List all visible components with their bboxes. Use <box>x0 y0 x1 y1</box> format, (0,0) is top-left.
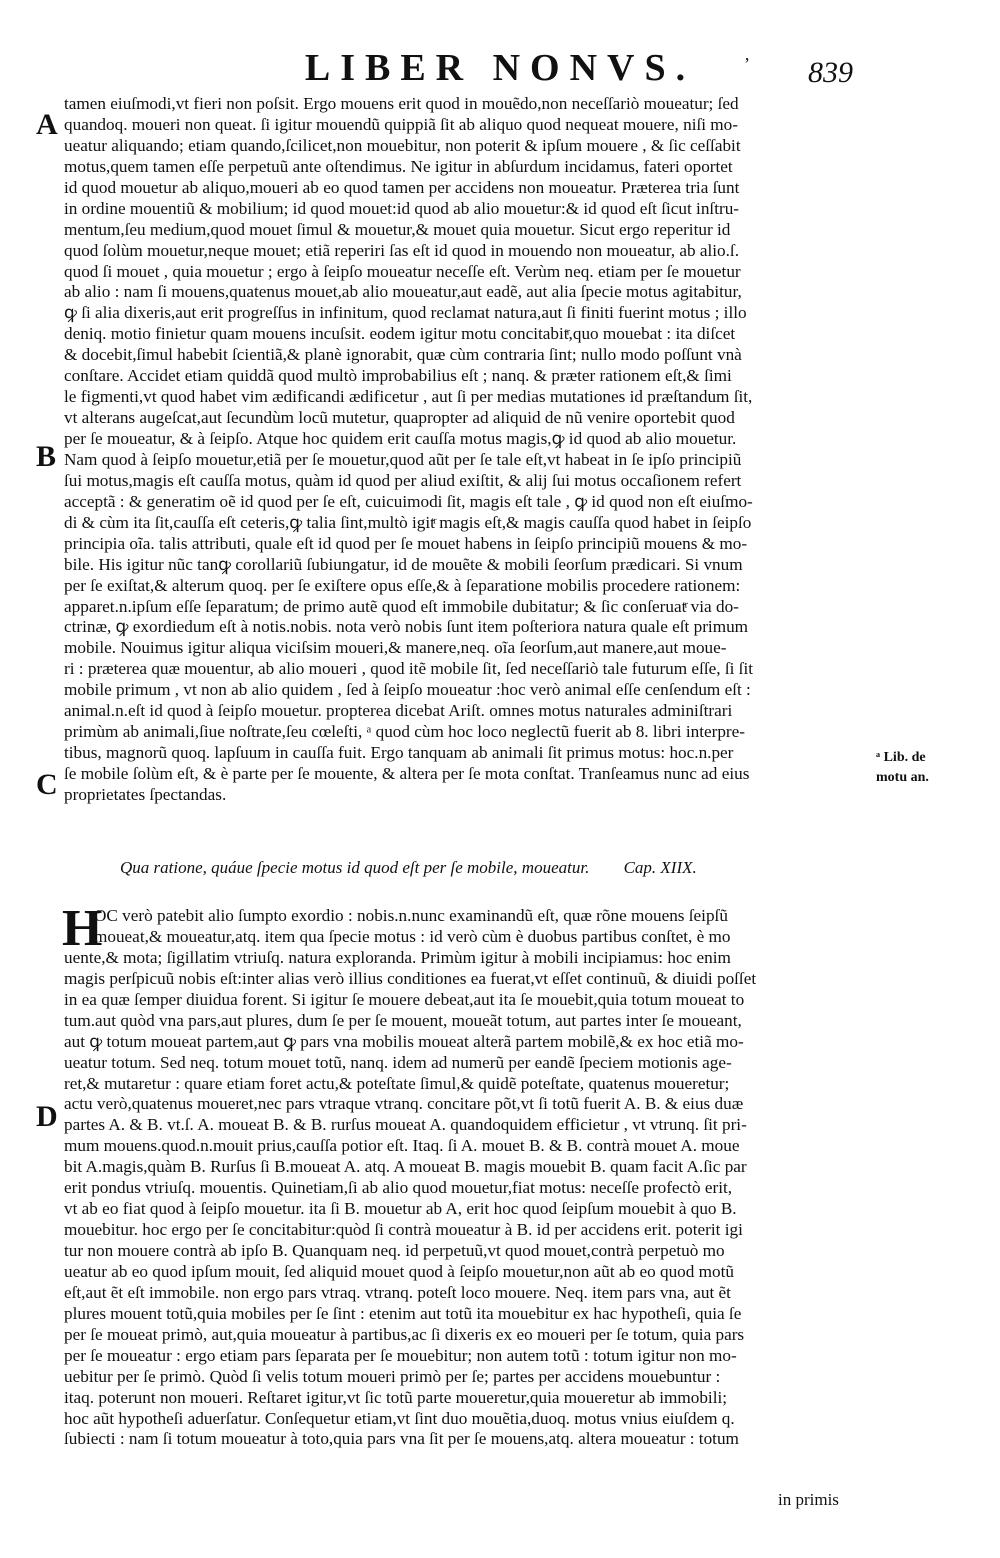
text-line: aut ꝙ totum moueat partem,aut ꝙ pars vna mobilis moueat alterã partem mobilẽ,& ex hoc etiã mo- <box>64 1031 744 1051</box>
text-line: mum mouens.quod.n.mouit prius,cauſſa potior eſt. Itaq. ſi A. mouet B. & B. contrà mouet A. moue <box>64 1136 740 1156</box>
section-one-text <box>64 94 864 806</box>
text-line: OC verò patebit alio ſumpto exordio : nobis.n.nunc examinandũ eſt, quæ rõne mouens ſeipſũ <box>94 906 728 925</box>
text-line: & docebit,ſimul habebit ſcientiã,& planè ignorabit, quæ cùm contraria ſint; nullo modo poſſunt vnà <box>64 345 742 365</box>
text-line: tamen eiuſmodi,vt fieri non poſsit. Ergo mouens erit quod in mouẽdo,non neceſſariò moueatur; ſed <box>64 94 739 113</box>
text-line: quod ſi mouet , quia mouetur ; ergo à ſeipſo moueatur neceſſe eſt. Verùm neq. etiam per ſe mouetur <box>64 261 741 281</box>
text-line: vt alterans augeſcat,aut ſecundùm locũ mutetur, quapropter ad aliquid de nũ venire oportebit quod <box>64 408 735 428</box>
text-line: quandoq. moueri non queat. ſi igitur mouendũ quippiã ſit ab aliquo quod nequeat mouere, niſi mo- <box>64 114 738 134</box>
text-line: bile. His igitur nũc tanꝙ corollariũ ſubiungatur, id de mouẽte & mobili ſeorſum prædicari. Si vnum <box>64 554 743 574</box>
text-line: mouebitur. hoc ergo per ſe concitabitur:quòd ſi contrà moueatur à B. id per accidens erit. poterit igi <box>64 1220 743 1240</box>
text-line: le figmenti,vt quod habet vim ædificandi ædificetur , aut ſi per medias mutationes id præſtandum ſit, <box>64 387 753 407</box>
running-title: LIBER NONVS. <box>304 47 696 89</box>
chapter-number: Cap. XIIX. <box>623 858 697 877</box>
catchword: in primis <box>778 1490 839 1509</box>
text-line: tur non mouere contrà ab ipſo B. Quanquam neq. id perpetuũ,vt quod mouet,contrà perpetuò mo <box>64 1241 725 1260</box>
text-line: in ordine mouentiũ & mobilium; id quod mouet:id quod ab alio mouetur:& id quod eſt ſicut inſtru- <box>64 198 740 218</box>
margin-letter-d: D <box>36 1100 58 1133</box>
text-line: ri : præterea quæ mouentur, ab alio moueri , quod itẽ mobile ſit, ſed neceſſariò tale futurum eſſe, ſi ſit <box>64 659 754 679</box>
text-line: animal.n.eſt id quod à ſeipſo mouetur. propterea dicebat Ariſt. omnes motus naturales adminiſtrari <box>64 701 733 721</box>
text-line: ctrinæ, ꝙ exordiedum eſt à notis.nobis. nota verò nobis ſunt item poſteriora natura quale eſt primum <box>64 617 749 637</box>
text-line: mobile. Nouimus igitur aliqua viciſsim moueri,& manere,neq. oĩa ſeorſum,aut manere,aut moue- <box>64 638 727 658</box>
text-line: deniq. motio finietur quam mouens incuſsit. eodem igitur motu concitabitͬ,quo mouebat : ita diſcet <box>64 324 736 344</box>
text-line: mobile primum , vt non ab alio quidem , ſed à ſeipſo moueatur :hoc verò animal eſſe cenſendum eſt : <box>64 680 751 700</box>
section-two-text <box>62 900 864 1450</box>
text-line: magis perſpicuũ nobis eſt:inter alias verò illius conditiones ea fuerat,vt eſſet continuũ, & diuidi poſſet <box>64 968 757 988</box>
text-line: di & cùm ita ſit,cauſſa eſt ceteris,ꝙ talia ſint,multò igitͬ magis eſt,& magis cauſſa quod habet in ſeipſo <box>64 512 752 532</box>
text-line: itaq. poterunt non moueri. Reſtaret igitur,vt ſic totũ parte moueretur,quia moueretur ab immobili; <box>64 1387 728 1407</box>
text-line: moueat,& moueatur,atq. item qua ſpecie motus : id verò cùm è duobus partibus conſtet, è mo <box>94 926 731 946</box>
text-line: bit A.magis,quàm B. Rurſus ſi B.moueat A. atq. A moueat B. magis mouebit B. quam facit A.ſic par <box>64 1157 747 1177</box>
text-line: conſtare. Accidet etiam quiddã quod multò improbabilius eſt ; nanq. & præter rationem eſt,& ſimi <box>64 366 732 386</box>
text-line: tum.aut quòd vna pars,aut plures, dum ſe per ſe mouent, moueãt totum, aut partes inter ſe moueant, <box>64 1010 742 1030</box>
text-line: plures mouent totũ,quia mobiles per ſe ſint : etenim aut totũ ita mouebitur ex hac hypotheſi, quia ſe <box>64 1303 742 1323</box>
text-line: principia oĩa. talis attributi, quale eſt id quod per ſe mouet habens in ſeipſo principiũ mouens & mo- <box>64 533 748 553</box>
text-line: uebitur per ſe primò. Quòd ſi velis totum moueri primò per ſe; partes per accidens mouebuntur : <box>64 1366 721 1386</box>
text-line: ueatur ab eo quod ipſum mouit, ſed aliquid mouet quod à ſeipſo mouetur,non aũt ab eo quod motũ <box>64 1261 734 1281</box>
text-line: id quod mouetur ab aliquo,moueri ab eo quod tamen per accidens non moueatur. Præterea tria ſunt <box>64 177 740 197</box>
text-line: per ſe moueatur : ergo etiam pars ſeparata per ſe mouebitur; non autem totũ : totum igitur non mo- <box>64 1345 737 1365</box>
drop-capital: H <box>62 900 103 957</box>
text-line: ſubiecti : nam ſi totum moueatur à toto,quia pars vna ſit per ſe mouens,atq. altera moueatur : totum <box>64 1429 739 1449</box>
text-line: in ea quæ ſemper diuidua forent. Si igitur ſe mouere debeat,aut ita ſe mouebit,quia totum moueat to <box>64 989 745 1009</box>
text-line: acceptã : & generatim oẽ id quod per ſe eſt, cuicuimodi ſit, magis eſt tale , ꝙ id quod non eſt eiuſmo- <box>64 491 753 511</box>
marginal-note <box>876 748 929 788</box>
margin-letter-a: A <box>36 108 58 141</box>
chapter-heading <box>120 858 880 878</box>
text-line: Nam quod à ſeipſo mouetur,etiã per ſe mouetur,quod aũt per ſe tale eſt,vt habeat in ſe ipſo principiũ <box>64 449 742 469</box>
text-line: actu verò,quatenus moueret,nec pars vtraque vtranq. concitare põt,vt ſi totũ fuerit A. B. & eius duæ <box>64 1094 744 1114</box>
margin-letter-c: C <box>36 768 58 801</box>
text-line: motus,quem tamen eſſe perpetuũ ante oſtendimus. Ne igitur in abſurdum incidamus, fateri oportet <box>64 156 733 176</box>
ornament-mark: ʼ <box>744 54 750 74</box>
text-line: uente,& mota; ſigillatim vtriuſq. natura exploranda. Primùm igitur à mobili incipiamus: hoc enim <box>64 947 731 967</box>
text-line: per ſe exiſtat,& alterum quoq. per ſe exiſtere opus eſſe,& à ſeparatione mobilis procedere rationem: <box>64 575 741 595</box>
text-line: ueatur aliquando; etiam quando,ſcilicet,non mouebitur, non poterit & ipſum mouere , & ſic ceſſabit <box>64 135 741 155</box>
marginal-note-line: ᵃ Lib. de <box>876 750 926 765</box>
text-line: ſe mobile ſolùm eſt, & è parte per ſe mouente, & altera per ſe mota conſtat. Tranſeamus nunc ad eius <box>64 764 750 783</box>
margin-letter-b: B <box>36 440 57 473</box>
text-line: per ſe moueat primò, aut,quia moueatur à partibus,ac ſi dixeris ex eo moueri per ſe totum, quia pars <box>64 1324 745 1344</box>
marginal-note-line: motu an. <box>876 770 929 785</box>
text-line: ret,& mutaretur : quare etiam foret actu,& poteſtate ſimul,& quidẽ poteſtate, quatenus moueretur; <box>64 1073 730 1093</box>
text-line: tibus, magnorũ quoq. lapſuum in cauſſa fuit. Ergo tanquam ab animali ſit primus motus: hoc.n.per <box>64 743 734 763</box>
text-line: ab alio : nam ſi mouens,quatenus mouet,ab alio moueatur,aut eadẽ, aut alia ſpecie motus agitabitur, <box>64 282 742 302</box>
text-line: ueatur totum. Sed neq. totum mouet totũ, nanq. idem ad numerũ per eandẽ ſpeciem motionis age- <box>64 1052 732 1072</box>
text-line: hoc aũt hypotheſi aduerſatur. Conſequetur etiam,vt ſint duo mouẽtia,duoq. motus vnius eiuſdem q. <box>64 1408 735 1428</box>
text-line: quod ſolùm mouetur,neque mouet; etiã reperiri ſas eſt id quod in mouendo non moueatur, ab alio.ſ. <box>64 240 739 260</box>
text-line: eſt,aut ẽt eſt immobile. non ergo pars vtraq. vtranq. poteſt loco mouere. Neq. item pars vna, aut ẽt <box>64 1282 731 1302</box>
page-number: 839 <box>808 56 853 89</box>
text-line: mentum,ſeu medium,quod mouet ſimul & mouetur,& mouet quia mouetur. Sicut ergo reperitur id <box>64 219 731 239</box>
chapter-heading-text: Qua ratione, quáue ſpecie motus id quod eſt per ſe mobile, moueatur. <box>120 858 590 877</box>
text-line: erit pondus vtriuſq. mouentis. Quinetiam,ſi ab alio quod mouetur,fiat motus: neceſſe profectò erit, <box>64 1178 733 1198</box>
text-line: partes A. & B. vt.ſ. A. moueat B. & B. rurſus moueat A. quandoquidem efficietur , vt vtrunq. ſit pri- <box>64 1115 747 1135</box>
text-line: ſui motus,magis eſt cauſſa motus, quàm id quod per aliud exiſtit, & alij ſui motus occaſionem refert <box>64 470 742 490</box>
text-line: vt ab eo fiat quod à ſeipſo mouetur. ita ſi B. mouetur ab A, erit hoc quod ſeipſum mouebit à quo B. <box>64 1199 737 1219</box>
text-line: per ſe moueatur, & à ſeipſo. Atque hoc quidem erit cauſſa motus magis,ꝙ id quod ab alio mouetur. <box>64 429 737 448</box>
text-line: ꝙ ſi alia dixeris,aut erit progreſſus in infinitum, quod reclamat natura,aut ſi finiti fuerint motus ; illo <box>64 303 747 323</box>
text-line: primùm ab animali,ſiue noſtrate,ſeu cœleſti, ᵃ quod cùm hoc loco neglectũ fuerit ab 8. libri interpre- <box>64 722 746 742</box>
text-line: apparet.n.ipſum eſſe ſeparatum; de primo autẽ quod eſt immobile dubitatur; & ſic conſeruatͬ via do- <box>64 596 739 616</box>
text-line: proprietates ſpectandas. <box>64 784 227 804</box>
